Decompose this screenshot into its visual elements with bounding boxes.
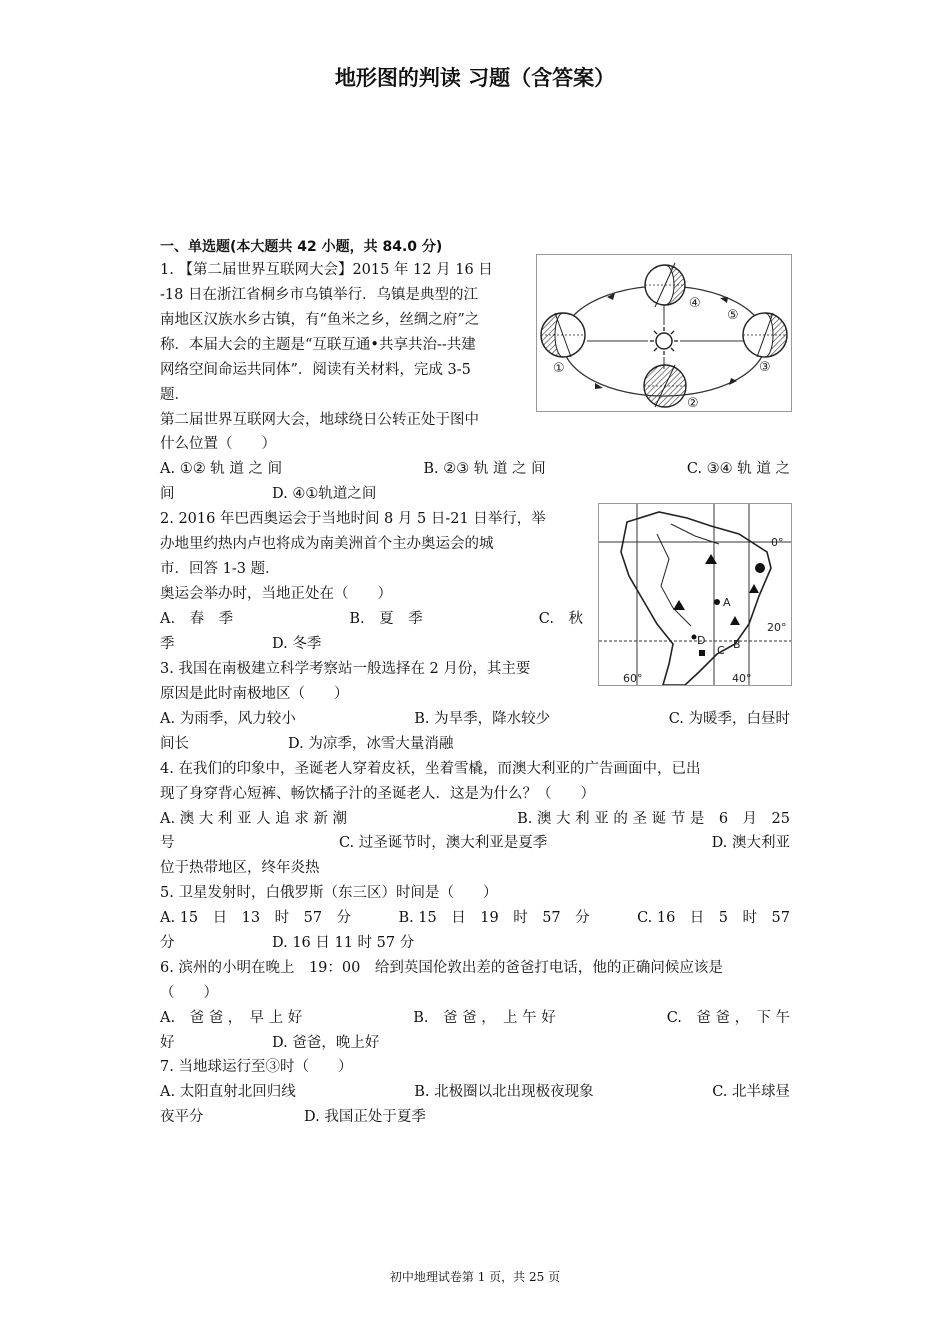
q2-option-d[interactable]: D. 冬季 [272,636,322,652]
point-label-b: B [733,638,741,651]
lat-label-20: 20° [767,621,787,634]
q4-option-c[interactable]: C. 过圣诞节时，澳大利亚是夏季 [338,835,548,851]
q7-options-row [160,1080,790,1104]
q4-options-row [160,807,790,831]
orbit-label-5: ⑤ [727,308,739,323]
q2-option-a[interactable]: A. 春 季 [160,611,234,627]
q1-option-b[interactable]: B. ②③ 轨 道 之 间 [423,461,546,477]
south-america-map [599,504,791,685]
q4-option-d[interactable]: D. 澳大利亚 [711,835,790,851]
q2-text-line: 市．回答 1-3 题． [160,561,280,577]
city-marker-icon [699,650,705,656]
q3-options-row [160,707,790,731]
q2-option-c-wrap: 季 [160,636,175,652]
city-marker-icon [755,563,765,573]
south-america-map-figure [598,503,792,686]
q3-text-line: 3. 我国在南极建立科学考察站一般选择在 2 月份，其主要 [160,661,531,677]
orbit-label-1: ① [553,361,565,376]
q7-option-d[interactable]: D. 我国正处于夏季 [304,1109,426,1125]
earth-orbit-figure [536,254,792,412]
q4-text-line: 现了身穿背心短裤、畅饮橘子汁的圣诞老人．这是为什么？（ ） [160,786,595,802]
q7-option-a[interactable]: A. 太阳直射北回归线 [160,1084,296,1100]
q7-option-c[interactable]: C. 北半球昼 [712,1084,790,1100]
q2-text-line: 办地里约热内卢也将成为南美洲首个主办奥运会的城 [160,536,494,552]
q1-option-c[interactable]: C. ③④ 轨 道 之 [686,461,790,477]
lat-label-0: 0° [771,536,784,549]
q3-option-c[interactable]: C. 为暖季，白昼时 [668,711,790,727]
q5-option-b[interactable]: B. 15 日 19 时 57 分 [398,910,590,926]
section-heading: 一、单选题(本大题共 42 小题，共 84.0 分) [160,239,443,255]
q1-text-line: 称．本届大会的主题是“互联互通•共享共治--共建 [160,337,476,353]
q2-stem: 奥运会举办时，当地正处在（ ） [160,586,392,602]
q1-option-a[interactable]: A. ①② 轨 道 之 间 [160,461,283,477]
lon-label-40: 40° [732,672,752,685]
q6-options-row [160,1006,790,1030]
q6-option-a[interactable]: A. 爸 爸 ， 早 上 好 [160,1010,303,1026]
mountain-icon [673,600,685,610]
q6-option-b[interactable]: B. 爸 爸 ， 上 午 好 [413,1010,556,1026]
page-title: 地形图的判读 习题（含答案） [334,66,616,90]
q4-option-d-wrap: 位于热带地区，终年炎热 [160,860,320,876]
mountain-icon [730,616,740,625]
q1-option-c-wrap: 间 [160,486,175,502]
earth-right-icon [743,313,787,357]
q4-option-a[interactable]: A. 澳 大 利 亚 人 追 求 新 潮 [160,811,348,827]
point-label-c: C [717,644,725,657]
q3-option-a[interactable]: A. 为雨季，风力较小 [160,711,296,727]
q6-option-c-wrap: 好 [160,1035,175,1051]
q2-text-line: 2. 2016 年巴西奥运会于当地时间 8 月 5 日-21 日举行，举 [160,511,546,527]
q4-option-b-wrap: 号 [160,835,175,851]
q1-option-d[interactable]: D. ④①轨道之间 [272,486,377,502]
q3-text-line: 原因是此时南极地区（ ） [160,686,349,702]
q1-stem: 第二届世界互联网大会，地球绕日公转正处于图中 [160,412,479,428]
q3-option-b[interactable]: B. 为旱季，降水较少 [414,711,551,727]
city-marker-icon [714,599,720,605]
q1-text-line: 题． [160,387,189,403]
orbit-label-2: ② [687,396,699,411]
orbit-label-3: ③ [759,360,771,375]
q6-text-line: 6. 滨州的小明在晚上 19：00 给到英国伦敦出差的爸爸打电话，他的正确问候应该是 [160,960,723,976]
mountain-icon [749,584,759,593]
q7-option-c-wrap: 夜平分 [160,1109,204,1125]
q4-option-b[interactable]: B. 澳 大 利 亚 的 圣 诞 节 是 6 月 25 [517,811,790,827]
q1-text-line: 网络空间命运共同体”．阅读有关材料，完成 3-5 [160,362,471,378]
q5-option-c-wrap: 分 [160,935,175,951]
q6-option-c[interactable]: C. 爸 爸 ， 下 午 [666,1010,790,1026]
sun-icon [650,327,678,355]
earth-top-icon [645,263,685,307]
q7-option-b[interactable]: B. 北极圈以北出现极夜现象 [414,1084,594,1100]
orbit-label-4: ④ [689,296,701,311]
page-footer: 初中地理试卷第 1 页，共 25 页 [389,1270,561,1284]
q4-text-line: 4. 在我们的印象中，圣诞老人穿着皮袄，坐着雪橇，而澳大利亚的广告画面中，已出 [160,761,701,777]
earth-bottom-icon [644,365,686,407]
earth-left-icon [541,313,585,357]
q1-text-line: 1. 【第二届世界互联网大会】2015 年 12 月 16 日 [160,262,493,278]
point-label-d: D [697,634,706,647]
q5-options-row [160,906,790,930]
q1-options-row [160,457,790,481]
q6-text-line: （ ） [160,985,218,1001]
q6-option-d[interactable]: D. 爸爸，晚上好 [272,1035,380,1051]
lon-label-60: 60° [623,672,643,685]
q1-text-line: -18 日在浙江省桐乡市乌镇举行．乌镇是典型的江 [160,287,478,303]
q3-option-c-wrap: 间长 [160,736,189,752]
q5-stem: 5. 卫星发射时，白俄罗斯（东三区）时间是（ ） [160,885,498,901]
q5-option-d[interactable]: D. 16 日 11 时 57 分 [272,935,415,951]
q2-options-row [160,607,583,631]
q1-stem: 什么位置（ ） [160,436,276,452]
q2-option-c[interactable]: C. 秋 [538,611,583,627]
earth-orbit-diagram [537,255,791,411]
q3-option-d[interactable]: D. 为凉季，冰雪大量消融 [288,736,454,752]
mountain-icon [705,554,717,564]
point-label-a: A [723,596,731,609]
city-marker-icon [692,635,697,640]
q2-option-b[interactable]: B. 夏 季 [349,611,423,627]
q1-text-line: 南地区汉族水乡古镇，有“鱼米之乡，丝绸之府”之 [160,312,480,328]
q5-option-c[interactable]: C. 16 日 5 时 57 [637,910,790,926]
q7-stem: 7. 当地球运行至③时（ ） [160,1059,353,1075]
q4-options-row-2 [160,831,790,855]
q5-option-a[interactable]: A. 15 日 13 时 57 分 [160,910,352,926]
